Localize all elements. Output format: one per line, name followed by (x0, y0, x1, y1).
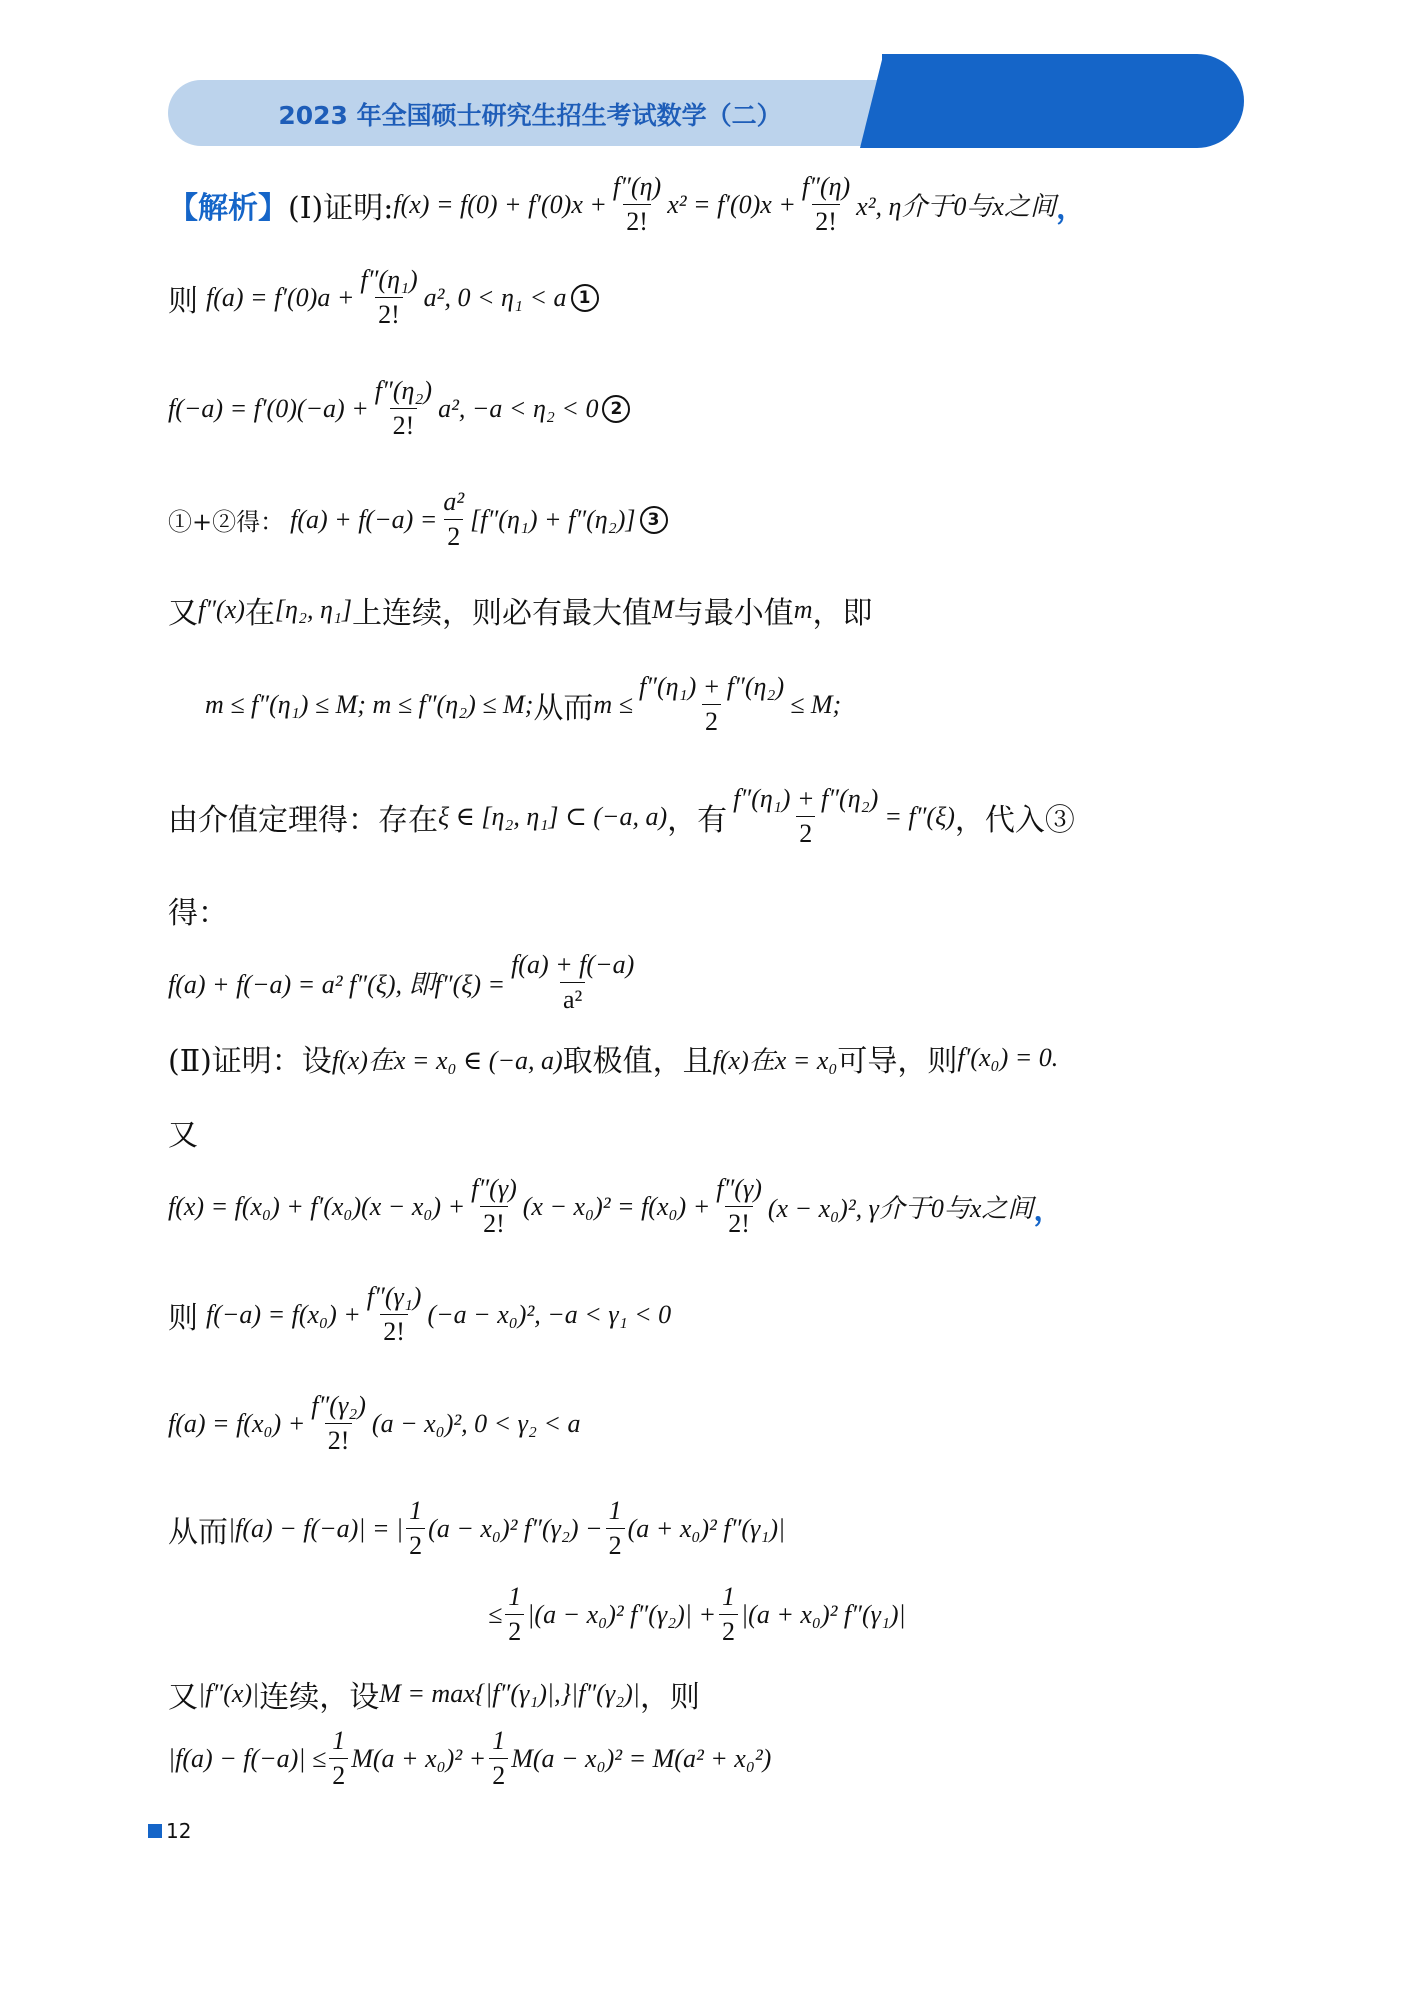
text: ，有 (667, 802, 728, 838)
header-accent (882, 54, 1244, 148)
line-12 (168, 1174, 1063, 1239)
page-marker (148, 1824, 162, 1838)
formula: (a − x₀)², 0 < γ₂ < a (371, 1408, 581, 1438)
line-13 (168, 1282, 671, 1347)
text: ，即 (812, 596, 873, 631)
line-5 (168, 588, 873, 632)
text: 从而 (168, 1514, 228, 1550)
text: 与最小值 (673, 596, 794, 631)
fraction: $\frac{\text{f″(γ₁)}}{2!}$ (366, 1282, 422, 1346)
line-4 (168, 487, 668, 552)
formula: m ≤ (593, 689, 633, 719)
fraction: $\frac{\text{f″(γ₂)}}{2!}$ (311, 1391, 366, 1455)
formula: M = max{|f″(γ₁)|,}|f″(γ₂)| (379, 1679, 640, 1708)
formula: [f″(η₁) + f″(η₂)] (470, 504, 636, 534)
text: (Ⅰ)证明: (288, 190, 394, 226)
text: 由介值定理得：存在 (168, 802, 438, 838)
formula: |(a − x₀)² f″(γ₂)| + (527, 1599, 717, 1629)
fraction: $\frac{\text{f″(η₁) + f″(η₂)}}{2}$ (733, 784, 879, 848)
formula: |f″(x)| (198, 1679, 260, 1708)
text: ①+②得： (168, 508, 285, 536)
formula: f(−a) = f′(0)(−a) + (168, 393, 369, 423)
formula: ≤ (488, 1599, 503, 1629)
text: (Ⅱ)证明：设 (168, 1044, 332, 1079)
fraction: $\frac{f(a) + f(-a)}{\text{a²}}$ (511, 950, 635, 1014)
fraction: $\frac{f''(\eta)}{2!}$ (612, 172, 662, 236)
text: 从而 (533, 690, 594, 726)
formula: f(x)在x = x₀ (712, 1045, 838, 1075)
formula: |(a + x₀)² f″(γ₁)| (741, 1599, 906, 1629)
formula: f(a) = f(x₀) + (168, 1408, 306, 1438)
formula: [η₂, η₁] (274, 595, 353, 624)
formula: a², −a < η₂ < 0 (438, 393, 599, 423)
fraction: $\frac{1}{2}$ (505, 1582, 524, 1647)
formula: (x − x₀)² = f(x₀) + (522, 1191, 711, 1221)
page-number: 12 (166, 1819, 192, 1843)
formula: f(x) = f(0) + f′(0)x + (393, 189, 607, 219)
line-7 (168, 784, 1075, 849)
fraction: $\frac{f''(\gamma)}{2!}$ (471, 1174, 517, 1238)
text: 连续，设 (259, 1680, 380, 1715)
fraction: $\frac{f''(\eta)}{2!}$ (801, 172, 851, 236)
circled-number: 2 (602, 395, 630, 423)
line-1 (168, 172, 1086, 237)
fraction: $\frac{1}{2}$ (489, 1726, 508, 1791)
formula: ξ ∈ [η₂, η₁] ⊂ (−a, a) (438, 801, 668, 831)
line-9 (168, 950, 640, 1015)
formula: (a + x₀)² f″(γ₁)| (627, 1513, 786, 1543)
text: 又 (168, 596, 198, 631)
line-18 (168, 1726, 771, 1791)
line-2 (168, 265, 599, 330)
fraction: $\frac{1}{2}$ (406, 1496, 425, 1561)
text: 则 (168, 283, 198, 319)
fraction: $\frac{1}{2}$ (606, 1496, 625, 1561)
circled-number: 3 (640, 506, 668, 534)
fraction: $\frac{\text{a²}}{2}$ (443, 487, 465, 551)
fraction: $\frac{\text{f″(η₁) + f″(η₂)}}{2}$ (638, 672, 785, 736)
formula: f(x)在x = x₀ ∈ (−a, a) (331, 1045, 563, 1075)
text: ，则 (639, 1680, 700, 1715)
formula: f(−a) = f(x₀) + (206, 1299, 361, 1329)
fraction: $\frac{f''(\gamma)}{2!}$ (716, 1174, 762, 1238)
text: 又 (168, 1118, 198, 1153)
text: 取极值，且 (562, 1044, 713, 1079)
formula: f(x) = f(x₀) + f′(x₀)(x − x₀) + (168, 1191, 466, 1221)
text: 在 (244, 596, 275, 631)
formula: ≤ M; (790, 689, 842, 719)
line-8 (168, 888, 228, 932)
formula: M(a + x₀)² + (351, 1743, 487, 1773)
text: ，代入③ (954, 802, 1075, 838)
line-3 (168, 376, 630, 441)
page-title: 2023 年全国硕士研究生招生考试数学（二） (278, 101, 782, 130)
formula: f″(x) (198, 595, 245, 624)
formula: f′(x₀) = 0. (957, 1043, 1059, 1072)
formula: (a − x₀)² f″(γ₂) − (428, 1513, 603, 1543)
formula: = f″(ξ) (884, 801, 955, 831)
fraction: $\frac{\text{f″(η₂)}}{2!}$ (374, 376, 433, 440)
text: 得： (168, 896, 228, 931)
formula: (−a − x₀)², −a < γ₁ < 0 (427, 1299, 672, 1329)
line-10 (168, 1036, 1058, 1080)
line-11 (168, 1110, 198, 1154)
line-17 (168, 1672, 700, 1716)
formula: |f(a) − f(−a)| = | (228, 1513, 404, 1543)
circled-number: 1 (571, 284, 599, 312)
formula: m (793, 595, 813, 624)
text: 又 (168, 1680, 198, 1715)
text: 上连续，则必有最大值 (352, 596, 653, 631)
formula: a², 0 < η₁ < a (423, 282, 567, 312)
comma: ， (1055, 190, 1086, 226)
analysis-tag: 【解析】 (168, 190, 288, 226)
comma: ， (1033, 1192, 1064, 1228)
fraction: $\frac{\text{f″(η₁)}}{2!}$ (360, 265, 418, 329)
line-6 (205, 672, 841, 737)
text: 可导，则 (837, 1044, 958, 1079)
line-16 (488, 1582, 906, 1647)
formula: x² = f′(0)x + (667, 189, 796, 219)
formula: x², η介于0与x之间 (856, 192, 1056, 221)
formula: M(a − x₀)² = M(a² + x₀²) (511, 1743, 772, 1773)
line-15 (168, 1496, 785, 1561)
fraction: $\frac{1}{2}$ (719, 1582, 738, 1647)
formula: f(a) + f(−a) = (290, 504, 438, 534)
formula: |f(a) − f(−a)| ≤ (168, 1743, 327, 1773)
formula: M (652, 595, 674, 624)
formula: f(a) = f′(0)a + (206, 282, 355, 312)
text: 则 (168, 1300, 198, 1336)
formula: m ≤ f″(η₁) ≤ M; m ≤ f″(η₂) ≤ M; (205, 689, 534, 719)
formula: (x − x₀)², γ介于0与x之间 (767, 1194, 1034, 1223)
fraction: $\frac{1}{2}$ (329, 1726, 348, 1791)
formula: f(a) + f(−a) = a² f″(ξ), 即f″(ξ) = (168, 970, 506, 999)
line-14 (168, 1391, 581, 1456)
